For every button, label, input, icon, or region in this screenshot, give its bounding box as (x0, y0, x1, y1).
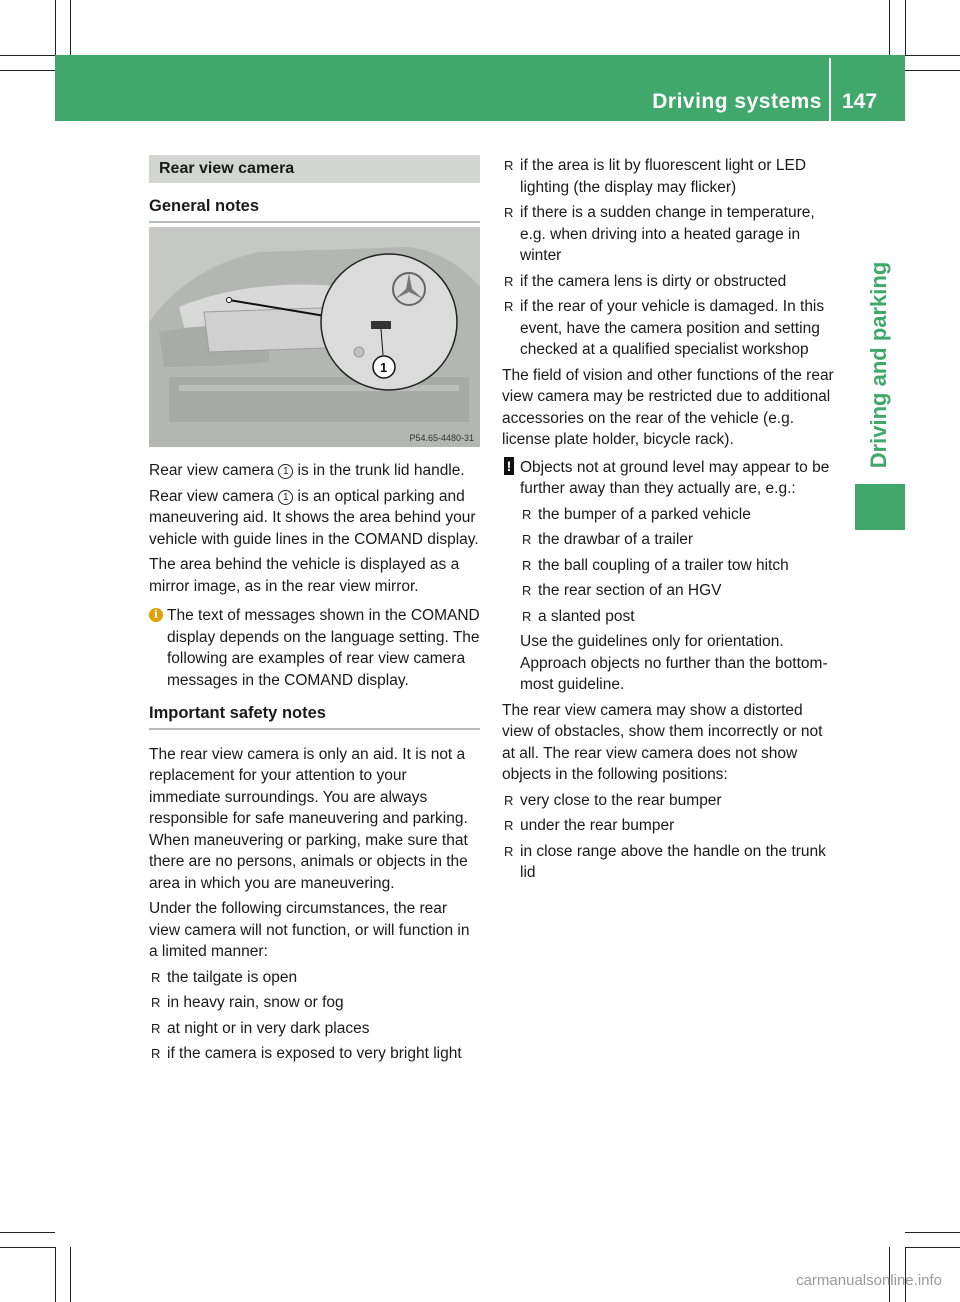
warning-icon: ! (504, 457, 514, 475)
watermark: carmanualsonline.info (796, 1272, 942, 1289)
list-item: R in close range above the handle on the trunk lid (502, 841, 835, 884)
crop-mark (905, 1232, 960, 1233)
list-item: R the drawbar of a trailer (502, 529, 835, 551)
crop-mark (905, 0, 906, 55)
crop-mark (0, 55, 55, 56)
rear-camera-figure (149, 227, 480, 447)
info-note (149, 605, 480, 691)
side-tab-label: Driving and parking (866, 261, 891, 469)
crop-mark (55, 1247, 56, 1302)
crop-mark (70, 0, 71, 55)
paragraph: The field of vision and other functions of the rear view camera may be restricted due to additional accessories on the rear of the vehicle (e.g. license plate holder, bicycle rack). (502, 366, 834, 448)
list-item: R very close to the rear bumper (502, 790, 835, 812)
section-title: Rear view camera (149, 155, 480, 183)
list-item: R the bumper of a parked vehicle (502, 504, 835, 526)
left-column-text (149, 460, 480, 1069)
crop-mark (70, 1247, 71, 1302)
list-item: R a slanted post (502, 606, 835, 628)
safety-heading: Important safety notes (149, 703, 480, 730)
car-rear-illustration (149, 227, 480, 447)
crop-mark (0, 1232, 55, 1233)
crop-mark (889, 0, 890, 55)
info-note-text: The text of messages shown in the COMAND display depends on the language setting. The following are examples of rear view camera messages in the COMAND display. (167, 607, 480, 689)
paragraph: The area behind the vehicle is displayed as a mirror image, as in the rear view mirror. (149, 556, 460, 595)
list-item: R at night or in very dark places (149, 1018, 480, 1040)
warning-text: Objects not at ground level may appear to be further away than they actually are, e.g.: (520, 458, 830, 497)
header-separator (829, 58, 831, 121)
paragraph: Rear view camera 1 is an optical parking and maneuvering aid. It shows the area behind your vehicle with guide lines in the COMAND display. (149, 487, 479, 548)
crop-mark (905, 55, 960, 56)
paragraph: Under the following circumstances, the rear view camera will not function, or will function in a limited manner: (149, 900, 470, 960)
list-item: R if the rear of your vehicle is damaged. In this event, have the camera position and setting checked at a qualified specialist workshop (502, 296, 835, 361)
callout-1: 1 (278, 490, 293, 505)
warning-note (502, 457, 835, 500)
crop-mark (0, 1247, 55, 1248)
list-item: R if the camera is exposed to very bright light (149, 1043, 480, 1065)
figure-callout: 1 (380, 360, 388, 375)
warning-followup: Use the guidelines only for orientation. Approach objects no further than the bottom-most guideline. (520, 633, 828, 693)
paragraph: The rear view camera may show a distorted view of obstacles, show them incorrectly or not at all. The rear view camera does not show objects in the following positions: (502, 701, 823, 783)
list-item: R the ball coupling of a trailer tow hitch (502, 555, 835, 577)
side-tab (859, 255, 899, 475)
header-title: Driving systems (652, 90, 822, 113)
crop-mark (905, 70, 960, 71)
list-item: R under the rear bumper (502, 815, 835, 837)
crop-mark (905, 1247, 960, 1248)
list-item: R the tailgate is open (149, 967, 480, 989)
figure-caption: P54.65-4480-31 (409, 433, 474, 443)
callout-1: 1 (278, 464, 293, 479)
left-column (149, 155, 480, 223)
list-item: R if the camera lens is dirty or obstructed (502, 271, 835, 293)
list-item: R the rear section of an HGV (502, 580, 835, 602)
list-item: R in heavy rain, snow or fog (149, 992, 480, 1014)
right-column (502, 155, 835, 888)
crop-mark (55, 0, 56, 55)
list-item: R if there is a sudden change in temperature, e.g. when driving into a heated garage in winter (502, 202, 835, 267)
info-icon: i (149, 608, 163, 622)
paragraph: Rear view camera 1 is in the trunk lid handle. (149, 462, 465, 479)
general-notes-heading: General notes (149, 196, 480, 223)
crop-mark (0, 70, 55, 71)
paragraph: The rear view camera is only an aid. It is not a replacement for your attention to your immediate surroundings. You are always responsible for safe maneuvering and parking. When maneuvering or parking, make sure that there are no persons, animals or objects in the area in which you are maneuvering. (149, 745, 468, 892)
page-number: 147 (842, 90, 878, 113)
side-tab-block (855, 484, 905, 530)
list-item: R if the area is lit by fluorescent light or LED lighting (the display may flicker) (502, 155, 835, 198)
